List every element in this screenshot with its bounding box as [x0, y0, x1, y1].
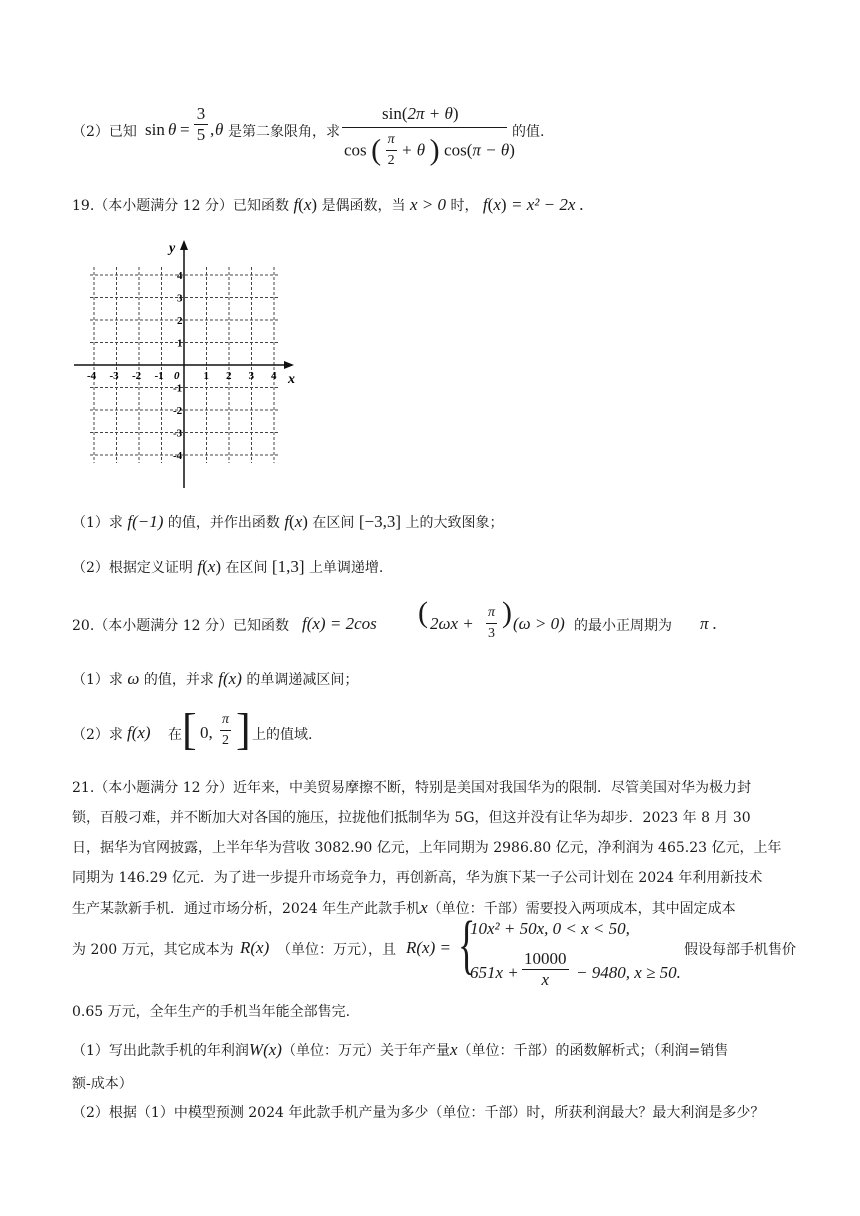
x-axis-arrow	[284, 361, 294, 369]
q21-line6b: （单位：万元），且	[277, 942, 396, 958]
q19-part1-val: f(−1)	[127, 512, 164, 531]
q18-num-arg: 2π + θ	[407, 104, 453, 123]
q19-part1-interval: [−3,3]	[358, 512, 402, 531]
q18-num-lparen: (	[401, 104, 408, 123]
q21-paragraph	[72, 773, 792, 924]
q19-x: x	[303, 195, 312, 214]
q21-part1	[72, 1040, 728, 1061]
q21-line7: 0.65 万元，全年生产的手机当年能全部售完.	[72, 1004, 351, 1020]
q18-big-fraction	[342, 100, 515, 170]
q18-den-arg2: π − θ	[472, 140, 510, 160]
q19-part2-b: 在区间	[225, 560, 268, 576]
q21-part2: （2）根据（1）中模型预测 2024 年此款手机产量为多少（单位：千部）时，所获利润最大？最大利润是多少？	[72, 1105, 765, 1121]
y-tick-label: -4	[173, 450, 183, 462]
q18-theta-2: θ	[215, 120, 224, 139]
q20-zero: 0,	[200, 723, 213, 742]
x-tick-label: -1	[154, 370, 164, 382]
q21-part1-c: （单位：千部）的函数解析式；（利润=销售	[457, 1043, 729, 1059]
q20-cond: (ω > 0)	[513, 614, 565, 633]
q20-part2-two: 2	[222, 733, 229, 748]
q18-mid-text: 是第二象限角，求	[228, 124, 340, 140]
q20-rbracket: ]	[236, 705, 251, 754]
q18-den-rparen: )	[429, 133, 440, 167]
q20-rparen: )	[502, 596, 512, 629]
q19-part1-b: 的值，并作出函数	[167, 515, 280, 531]
q18-num-rparen: )	[452, 104, 459, 123]
q20-part2-fx: f(x)	[127, 723, 151, 742]
q18-numerator	[382, 104, 459, 125]
x-tick-label: 2	[226, 370, 232, 382]
q20-omega: ω	[127, 669, 140, 688]
q20-part2-a: （2）求	[72, 727, 123, 743]
q21-line5b: （单位：千部）需要投入两项成本，其中固定成本	[427, 901, 736, 917]
q18-den-plus-theta: + θ	[401, 140, 426, 160]
q20-part1-a: （1）求	[72, 672, 123, 688]
q20-arg-a: 2ωx +	[430, 614, 474, 633]
q19-part2-x: x	[207, 557, 216, 576]
q19-part2-a: （2）根据定义证明	[72, 560, 193, 576]
q19-part2-lparen: (	[202, 557, 208, 576]
q18-sin: sin	[145, 120, 165, 139]
q21-line5	[72, 893, 792, 924]
origin-label: 0	[174, 370, 180, 382]
q21-part1-d: 额-成本）	[72, 1076, 133, 1092]
q21-Rx: R(x)	[240, 938, 270, 957]
y-tick-label: -3	[173, 427, 183, 440]
q20-pi-over-3	[486, 603, 497, 644]
q20-lhs: f(x) = 2cos	[302, 614, 377, 633]
q18-den-lparen: (	[371, 133, 382, 167]
q18-den-pi-over-2	[386, 130, 397, 171]
q19-part1-f: f	[284, 512, 290, 531]
q21-part1-b: （单位：万元）关于年产量	[281, 1043, 450, 1059]
q21-Wx: W(x)	[248, 1040, 282, 1059]
y-axis-label: y	[169, 241, 176, 256]
q19-when: 时，	[450, 198, 479, 214]
y-tick-label: -1	[173, 382, 183, 395]
q18-comma: ,	[210, 120, 215, 139]
q19-part1-rparen: )	[302, 512, 308, 531]
q21-case2-num: 10000	[524, 949, 567, 968]
q18-den-rparen2: )	[509, 140, 515, 160]
q21-line5a: 生产某款新手机．通过市场分析，2024 年生产此款手机	[72, 901, 421, 917]
x-tick-label: 1	[203, 370, 209, 382]
q18-frac-den: 5	[196, 125, 206, 144]
q18-three-fifths	[194, 104, 208, 145]
x-tick-label: 4	[271, 370, 277, 382]
q21-line2: 锁，百般刁难，并不断加大对各国的施压，拉拢他们抵制华为 5G，但这并没有让华为却步．2023 年 8 月 30	[72, 810, 751, 826]
y-tick-label: 3	[177, 292, 183, 305]
q19-part2-interval: [1,3]	[271, 557, 305, 576]
q19-part1-lparen: (	[289, 512, 295, 531]
q19-def-rhs: = x² − 2x .	[510, 195, 584, 214]
q21-x: x	[420, 898, 428, 917]
q18-den-cos2: cos	[444, 140, 467, 160]
q18-den-lparen2: (	[466, 140, 473, 160]
q21-case1: 10x² + 50x, 0 < x < 50,	[470, 919, 630, 938]
q20-lbracket: [	[182, 705, 197, 754]
q19-part1-c: 在区间	[312, 515, 355, 531]
q18-den-pi: π	[386, 130, 397, 151]
q21-case2-den: x	[541, 970, 550, 989]
q20-pi: π	[486, 603, 497, 624]
q21-part1-a: （1）写出此款手机的年利润	[72, 1043, 249, 1059]
y-tick-labels	[173, 270, 183, 462]
q19-part1	[72, 512, 503, 533]
q19-coordinate-grid	[70, 238, 310, 488]
q19-def-lhs: f	[482, 195, 488, 214]
y-tick-label: 4	[177, 270, 183, 282]
y-tick-label: 2	[177, 315, 183, 327]
q21-line6a: 为 200 万元，其它成本为	[72, 942, 234, 958]
q21-line4: 同期为 146.29 亿元．为了进一步提升市场竞争力，再创新高，华为旗下某一子公司计划在 2024 年利用新技术	[72, 870, 763, 886]
q19-part1-a: （1）求	[72, 515, 123, 531]
q18-den-two: 2	[387, 153, 395, 168]
q21-case2-frac	[522, 949, 569, 990]
q18-fraction-bar	[342, 127, 507, 128]
y-tick-label: 1	[177, 337, 183, 350]
q21-case2b: − 9480, x ≥ 50.	[576, 963, 681, 982]
q20-tail: 的最小正周期为	[574, 618, 672, 634]
q21-line1: 21.（本小题满分 12 分）近年来，中美贸易摩擦不断，特别是美国对我国华为的限制．尽管美国对华为极力封	[72, 780, 751, 796]
q19-f: f	[293, 195, 299, 214]
q20-part2-b: 在	[168, 727, 182, 743]
q18-den-cos1: cos	[344, 140, 367, 160]
q20-pi-over-2	[220, 710, 231, 751]
q19-part2-f: f	[197, 557, 203, 576]
q19-lparen: (	[298, 195, 304, 214]
q18-eq: =	[180, 120, 190, 139]
q21-Rx2: R(x) =	[406, 938, 451, 957]
q19-def-x: x	[493, 195, 501, 214]
q20-three: 3	[488, 626, 495, 641]
q20-part1	[72, 669, 358, 690]
q19-part1-x: x	[294, 512, 303, 531]
x-tick-label: -3	[109, 370, 119, 382]
q20-lparen: (	[418, 596, 428, 629]
q20-part2-pi: π	[220, 710, 231, 731]
q19-def-lparen: (	[487, 195, 494, 214]
q19-cond: x > 0	[409, 195, 446, 214]
q18-frac-num: 3	[194, 104, 208, 125]
x-tick-label: -2	[132, 370, 142, 382]
q19-part2-rparen: )	[215, 557, 221, 576]
q20-part2-c: 上的值域.	[252, 727, 313, 743]
q19-is-even: 是偶函数，当	[321, 198, 406, 214]
q19-part2	[72, 557, 383, 578]
q20-part1-c: 的单调递减区间；	[246, 672, 359, 688]
q18-theta: θ	[168, 120, 177, 139]
x-axis-label: x	[288, 372, 295, 387]
q19-heading	[72, 195, 584, 216]
q21-brace: {	[458, 908, 476, 981]
x-tick-labels	[87, 370, 277, 382]
y-tick-label: -2	[173, 405, 183, 417]
x-tick-label: 3	[248, 370, 254, 382]
q18-part2-prefix: （2）已知	[72, 124, 137, 140]
q19-number: 19.（本小题满分 12 分）已知函数	[72, 198, 289, 214]
q21-part1-x: x	[449, 1040, 458, 1059]
q20-period: π .	[700, 614, 718, 633]
q18-num-sin: sin	[382, 104, 402, 123]
q18-suffix: 的值.	[512, 124, 545, 140]
q19-def-rparen: )	[500, 195, 507, 214]
q19-part1-d: 上的大致图象；	[405, 515, 504, 531]
y-axis-arrow	[180, 240, 188, 250]
q21-case2a: 651x +	[470, 963, 519, 982]
q21-line3: 日，据华为官网披露，上半年华为营收 3082.90 亿元，上年同期为 2986.80 亿元，净利润为 465.23 亿元，上年	[72, 840, 782, 856]
q21-line6c: 假设每部手机售价	[684, 942, 796, 958]
q20-number: 20.（本小题满分 12 分）已知函数	[72, 618, 289, 634]
q18-denominator	[344, 130, 515, 171]
q19-part2-c: 上单调递增.	[308, 560, 384, 576]
q19-rparen: )	[311, 195, 318, 214]
q20-part1-fx: f(x)	[218, 669, 242, 688]
q20-part1-b: 的值，并求	[143, 672, 214, 688]
x-tick-label: -4	[87, 370, 97, 382]
